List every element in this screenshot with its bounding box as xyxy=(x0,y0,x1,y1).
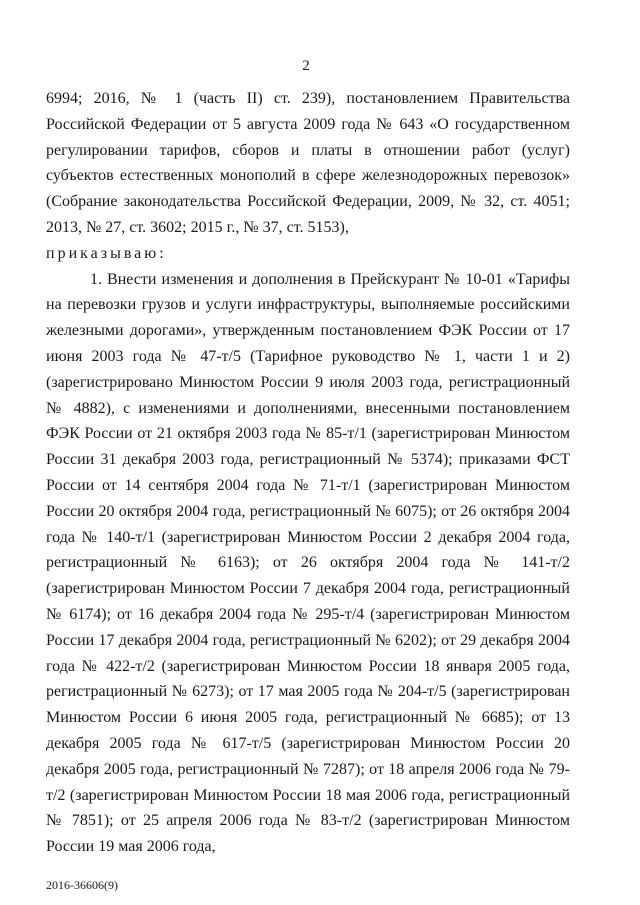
order-word: приказываю: xyxy=(46,244,167,262)
intro-paragraph: 6994; 2016, № 1 (часть II) ст. 239), постановлением Правительства Российской Федерации от 5 августа 2009 года № 643 «О государственном регулировании тарифов, сборов и платы в отношении работ (услуг) субъектов естественных монополий в сфере железнодорожных перевозок» (Собрание законодательства Российской Федерации, 2009, № 32, ст. 4051; 2013, № 27, ст. 3602; 2015 г., № 37, ст. 5153), xyxy=(46,90,570,236)
document-body xyxy=(46,86,570,860)
item-1-paragraph: 1. Внести изменения и дополнения в Прейскурант № 10-01 «Тарифы на перевозки грузов и услуги инфраструктуры, выполняемые российскими железными дорогами», утвержденным постановлением ФЭК России от 17 июня 2003 года № 47-т/5 (Тарифное руководство № 1, части 1 и 2) (зарегистрировано Минюстом России 9 июля 2003 года, регистрационный № 4882), с изменениями и дополнениями, внесенными постановлением ФЭК России от 21 октября 2003 года № 85-т/1 (зарегистрирован Минюстом России 31 декабря 2003 года, регистрационный № 5374); приказами ФСТ России от 14 сентября 2004 года № 71-т/1 (зарегистрирован Минюстом России 20 октября 2004 года, регистрационный № 6075); от 26 октября 2004 года № 140-т/1 (зарегистрирован Минюстом России 2 декабря 2004 года, регистрационный № 6163); от 26 октября 2004 года № 141-т/2 (зарегистрирован Минюстом России 7 декабря 2004 года, регистрационный № 6174); от 16 декабря 2004 года № 295-т/4 (зарегистрирован Минюстом России 17 декабря 2004 года, регистрационный № 6202); от 29 декабря 2004 года № 422-т/2 (зарегистрирован Минюстом России 18 января 2005 года, регистрационный № 6273); от 17 мая 2005 года № 204-т/5 (зарегистрирован Минюстом России 6 июня 2005 года, регистрационный № 6685); от 13 декабря 2005 года № 617-т/5 (зарегистрирован Минюстом России 20 декабря 2005 года, регистрационный № 7287); от 18 апреля 2006 года № 79-т/2 (зарегистрирован Минюстом России 18 мая 2006 года, регистрационный № 7851); от 25 апреля 2006 года № 83-т/2 (зарегистрирован Минюстом России 19 мая 2006 года, xyxy=(46,270,570,856)
page-number: 2 xyxy=(302,58,310,74)
document-code: 2016-36606(9) xyxy=(46,878,118,892)
